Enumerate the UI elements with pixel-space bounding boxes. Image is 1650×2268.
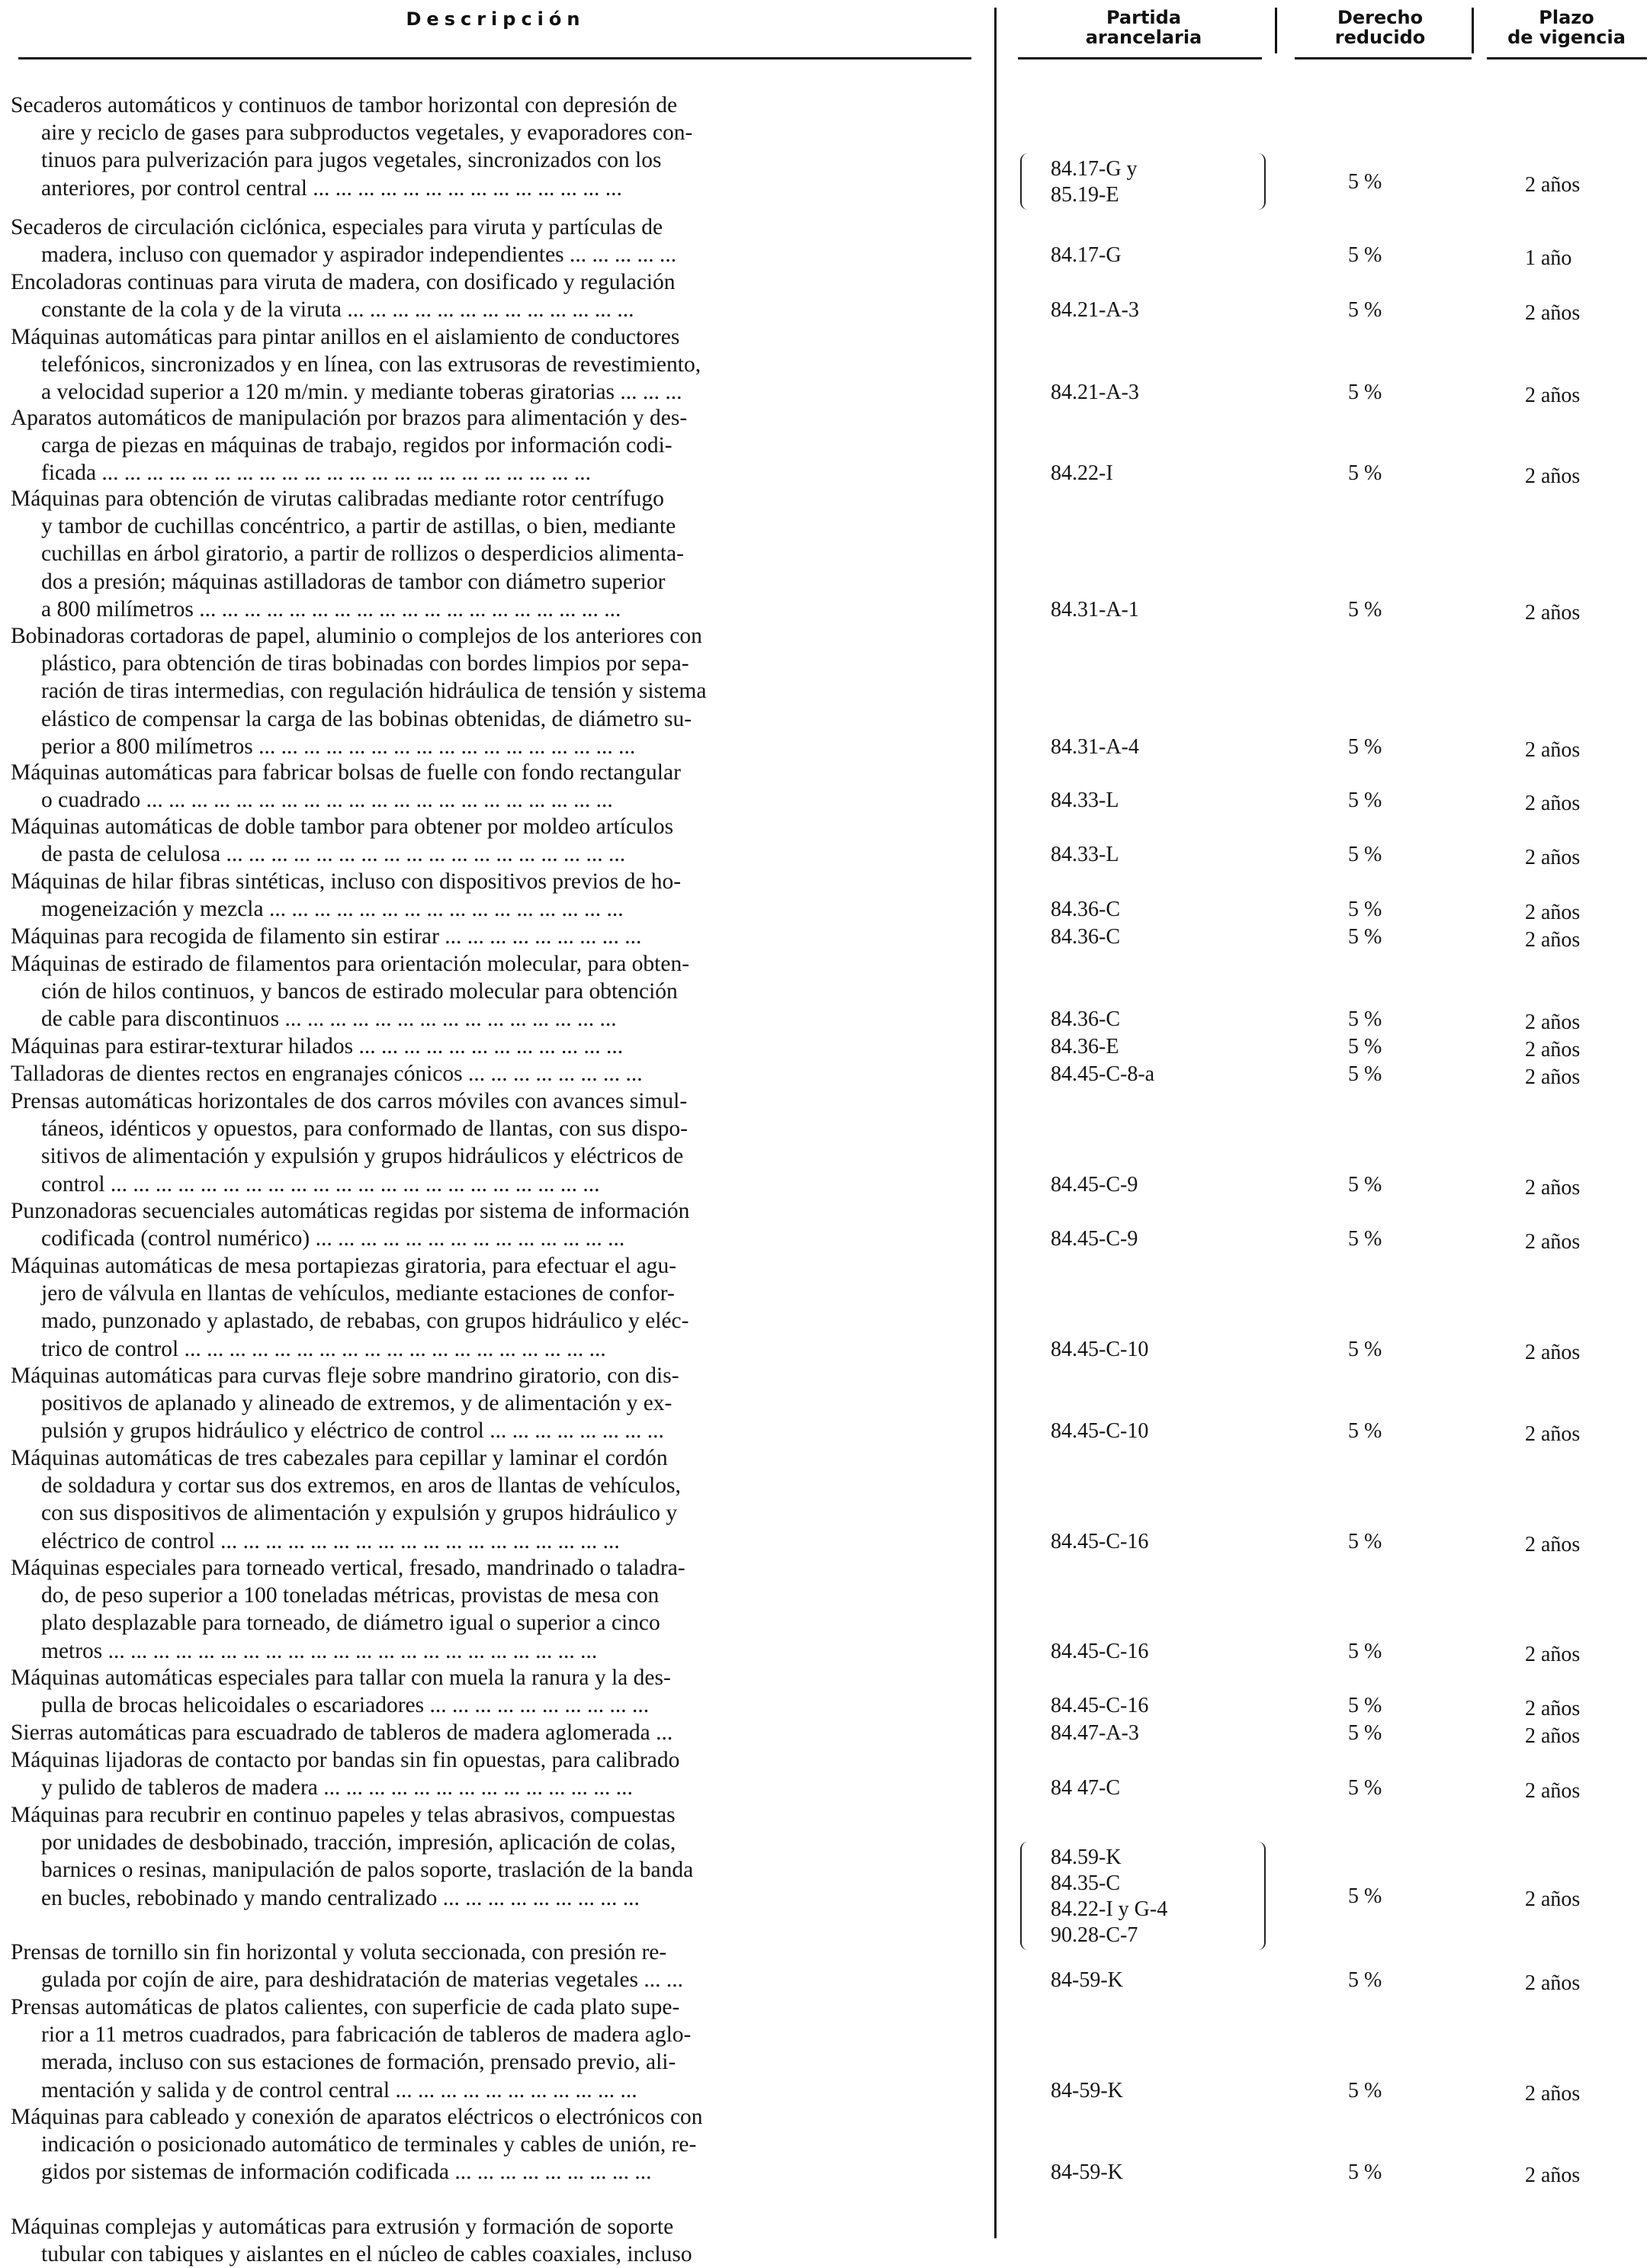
partida-arancelaria: [1051, 1172, 1138, 1198]
derecho-reducido: 5 %: [1348, 169, 1382, 194]
partida-code: 84.45-C-16: [1051, 1529, 1149, 1553]
partida-arancelaria: [1051, 1034, 1119, 1060]
brace-right: [1257, 153, 1266, 210]
row-description: [11, 1444, 981, 1555]
row-description: [11, 214, 981, 268]
derecho-reducido: 5 %: [1348, 1172, 1382, 1197]
partida-arancelaria: [1051, 924, 1120, 950]
description-line: cuchillas en árbol giratorio, a partir de rollizos o desperdicios alimenta-: [41, 541, 684, 567]
row-description: [11, 1033, 981, 1060]
partida-code: 84.59-K: [1051, 1845, 1122, 1869]
description-line: mado, punzonado y aplastado, de rebabas, con grupos hidráulico y eléc-: [41, 1309, 689, 1334]
partida-arancelaria: [1051, 461, 1113, 487]
partida-arancelaria: [1051, 1639, 1148, 1665]
description-line: y tambor de cuchillas concéntrico, a partir de astillas, o bien, mediante: [41, 514, 676, 539]
row-description: [11, 323, 981, 406]
header-rule-derecho: [1295, 57, 1472, 59]
description-line: Bobinadoras cortadoras de papel, aluminio o complejos de los anteriores con: [11, 624, 702, 648]
row-description: [11, 813, 981, 868]
partida-code: 84.45-C-10: [1051, 1419, 1149, 1444]
partida-code: 84.45-C-8-a: [1051, 1062, 1155, 1086]
plazo-vigencia: 2 años: [1525, 1340, 1581, 1364]
description-line: constante de la cola y de la viruta ... ... ... ... ... ... ... ... ... ... ... ... ...: [41, 297, 634, 323]
derecho-reducido: 5 %: [1348, 298, 1382, 323]
partida-code: 84.36-C: [1051, 1007, 1120, 1032]
derecho-reducido: 5 %: [1348, 1639, 1382, 1663]
derecho-reducido: 5 %: [1348, 1227, 1382, 1251]
description-line: rior a 11 metros cuadrados, para fabricación de tableros de madera aglo-: [41, 2022, 692, 2048]
description-line: Máquinas complejas y automáticas para extrusión y formación de soporte: [11, 2215, 674, 2239]
row-description: [11, 868, 981, 923]
description-line: y pulido de tableros de madera ... ... ... ... ... ... ... ... ... ... ... ... ... ...: [41, 1775, 633, 1801]
derecho-reducido: 5 %: [1348, 1035, 1382, 1059]
description-line: tinuos para pulverización para jugos vegetales, sincronizados con los: [41, 148, 662, 173]
row-description: [11, 2213, 981, 2268]
derecho-reducido: 5 %: [1348, 1776, 1382, 1801]
plazo-vigencia: 2 años: [1525, 737, 1581, 762]
partida-code: 84.45-C-10: [1051, 1337, 1149, 1361]
row-description: [11, 1197, 981, 1252]
row-description: [11, 1993, 981, 2104]
plazo-vigencia: 2 años: [1525, 792, 1581, 816]
plazo-vigencia: 2 años: [1525, 1038, 1581, 1062]
header-descripcion: Descripción: [406, 8, 586, 30]
partida-arancelaria: [1051, 1226, 1138, 1252]
partida-code: 84.36-E: [1051, 1035, 1119, 1059]
derecho-reducido: 5 %: [1348, 1007, 1382, 1032]
partida-arancelaria: [1051, 1062, 1154, 1087]
description-line: Máquinas automáticas especiales para tallar con muela la ranura y la des-: [11, 1666, 671, 1690]
derecho-reducido: 5 %: [1348, 1337, 1382, 1361]
partida-code: 84.47-A-3: [1051, 1721, 1139, 1745]
plazo-vigencia: 2 años: [1525, 1779, 1581, 1804]
description-line: codificada (control numérico) ... ... ... ... ... ... ... ... ... ... ... ... ... ...: [41, 1226, 625, 1251]
description-line: Máquinas para cableado y conexión de aparatos eléctricos o electrónicos con: [11, 2105, 703, 2129]
derecho-reducido: 5 %: [1348, 1062, 1382, 1086]
derecho-reducido: 5 %: [1348, 597, 1382, 622]
row-description: [11, 404, 981, 487]
description-line: telefónicos, sincronizados y en línea, con las extrusoras de revestimiento,: [41, 352, 701, 377]
description-line: por unidades de desbobinado, tracción, impresión, aplicación de colas,: [41, 1830, 676, 1855]
description-line: Prensas automáticas de platos calientes, con superficie de cada plato supe-: [11, 1995, 680, 2019]
derecho-reducido: 5 %: [1348, 1419, 1382, 1444]
description-line: merada, incluso con sus estaciones de formación, prensado previo, ali-: [41, 2050, 676, 2075]
plazo-vigencia: 2 años: [1525, 1010, 1581, 1035]
row-description: [11, 1746, 981, 1801]
plazo-vigencia: 2 años: [1525, 1724, 1581, 1748]
derecho-reducido: 5 %: [1348, 925, 1382, 949]
description-line: positivos de aplanado y alineado de extremos, y de alimentación y ex-: [41, 1391, 673, 1416]
description-line: control ... ... ... ... ... ... ... ... ... ... ... ... ... ... ... ... ... ... ... ... ... ...: [41, 1171, 600, 1197]
partida-code: 84.45-C-9: [1051, 1227, 1138, 1251]
partida-code: 84.31-A-1: [1051, 597, 1139, 622]
plazo-vigencia: 2 años: [1525, 301, 1581, 326]
description-line: o cuadrado ... ... ... ... ... ... ... ... ... ... ... ... ... ... ... ... ... ... ... ... ...: [41, 788, 613, 813]
description-line: do, de peso superior a 100 toneladas métricas, provistas de mesa con: [41, 1583, 660, 1608]
column-divider-3: [1472, 8, 1474, 53]
row-description: [11, 1554, 981, 1665]
partida-code: 84-59-K: [1051, 1968, 1123, 1993]
description-line: trico de control ... ... ... ... ... ... ... ... ... ... ... ... ... ... ... ... ... ... ...: [41, 1336, 606, 1361]
description-line: a velocidad superior a 120 m/min. y mediante toberas giratorias ... ... ...: [41, 380, 682, 405]
description-line: jero de válvula en llantas de vehículos, mediante estaciones de confor-: [41, 1281, 675, 1306]
partida-arancelaria: [1051, 1775, 1120, 1801]
partida-arancelaria: [1051, 897, 1120, 923]
description-line: aire y reciclo de gases para subproductos vegetales, y evaporadores con-: [41, 120, 693, 146]
partida-code: 84.21-A-3: [1051, 298, 1139, 323]
row-description: [11, 759, 981, 814]
plazo-vigencia: 2 años: [1525, 2081, 1581, 2106]
description-line: Máquinas para obtención de virutas calibradas mediante rotor centrífugo: [11, 487, 664, 511]
partida-code: 84 47-C: [1051, 1776, 1120, 1801]
row-description: [11, 1939, 981, 1993]
derecho-reducido: 5 %: [1348, 1968, 1382, 1993]
plazo-vigencia: 2 años: [1525, 1532, 1581, 1556]
derecho-reducido: 5 %: [1348, 243, 1382, 268]
plazo-vigencia: 2 años: [1525, 464, 1581, 489]
derecho-reducido: 5 %: [1348, 898, 1382, 922]
description-line: Prensas de tornillo sin fin horizontal y voluta seccionada, con presión re-: [11, 1940, 667, 1964]
partida-arancelaria: [1051, 1337, 1148, 1363]
description-line: pulsión y grupos hidráulico y eléctrico de control ... ... ... ... ... ... ... ...: [41, 1418, 664, 1444]
row-description: [11, 268, 981, 323]
row-description: [11, 1719, 981, 1746]
header-rule-descripcion: [18, 57, 971, 59]
partida-arancelaria: [1051, 156, 1138, 208]
row-description: [11, 950, 981, 1033]
description-line: en bucles, rebobinado y mando centralizado ... ... ... ... ... ... ... ... ...: [41, 1885, 640, 1910]
partida-arancelaria: [1051, 734, 1139, 760]
partida-arancelaria: [1051, 1693, 1148, 1719]
partida-code: 84.22-I y G-4: [1051, 1897, 1168, 1921]
description-line: madera, incluso con quemador y aspirador independientes ... ... ... ... ...: [41, 243, 677, 268]
plazo-vigencia: 2 años: [1525, 1422, 1581, 1447]
derecho-reducido: 5 %: [1348, 1884, 1382, 1908]
description-line: gulada por cojín de aire, para deshidratación de materias vegetales ... ...: [41, 1968, 684, 1993]
partida-code: 84.45-C-16: [1051, 1639, 1149, 1663]
description-line: Máquinas automáticas para fabricar bolsas de fuelle con fondo rectangular: [11, 760, 681, 785]
header-derecho-line1: Derecho: [1337, 7, 1424, 28]
description-line: Máquinas para estirar-texturar hilados ... ... ... ... ... ... ... ... ... ... ... ...: [11, 1034, 624, 1059]
description-line: Punzonadoras secuenciales automáticas regidas por sistema de información: [11, 1199, 690, 1223]
partida-arancelaria: [1051, 597, 1139, 623]
plazo-vigencia: 2 años: [1525, 1697, 1581, 1721]
row-description: [11, 1060, 981, 1087]
row-description: [11, 92, 981, 202]
plazo-vigencia: 2 años: [1525, 600, 1581, 625]
partida-code: 84.33-L: [1051, 789, 1119, 813]
derecho-reducido: 5 %: [1348, 789, 1382, 813]
description-line: táneos, idénticos y opuestos, para conformado de llantas, con sus dispo-: [41, 1116, 688, 1142]
description-line: pulla de brocas helicoidales o escariadores ... ... ... ... ... ... ... ... ... ...: [41, 1693, 650, 1718]
partida-code: 85.19-E: [1051, 182, 1119, 207]
description-line: Secaderos de circulación ciclónica, especiales para viruta y partículas de: [11, 215, 663, 239]
header-rule-partida: [1018, 57, 1262, 59]
plazo-vigencia: 2 años: [1525, 1642, 1581, 1666]
derecho-reducido: 5 %: [1348, 381, 1382, 405]
header-partida-line2: arancelaria: [1085, 27, 1202, 48]
partida-arancelaria: [1051, 380, 1139, 406]
row-description: [11, 1664, 981, 1719]
description-line: anteriores, por control central ... ... ... ... ... ... ... ... ... ... ... ... ... ...: [41, 175, 622, 201]
partida-code: 90.28-C-7: [1051, 1923, 1138, 1947]
description-line: tubular con tabiques y aislantes en el núcleo de cables coaxiales, incluso: [41, 2242, 692, 2267]
partida-arancelaria: [1051, 1720, 1139, 1746]
row-description: [11, 485, 981, 623]
plazo-vigencia: 2 años: [1525, 1230, 1581, 1254]
partida-code: 84.17-G: [1051, 243, 1122, 268]
description-line: ración de tiras intermedias, con regulación hidráulica de tensión y sistema: [41, 679, 707, 704]
description-line: sitivos de alimentación y expulsión y grupos hidráulicos y eléctricos de: [41, 1144, 684, 1169]
description-line: mentación y salida y de control central ... ... ... ... ... ... ... ... ... ... ...: [41, 2077, 637, 2103]
derecho-reducido: 5 %: [1348, 1529, 1382, 1553]
plazo-vigencia: 2 años: [1525, 384, 1581, 408]
partida-code: 84.33-L: [1051, 843, 1119, 867]
brace-left: [1020, 1842, 1029, 1950]
partida-arancelaria: [1051, 1418, 1148, 1444]
derecho-reducido: 5 %: [1348, 1721, 1382, 1745]
partida-code: 84-59-K: [1051, 2160, 1123, 2185]
derecho-reducido: 5 %: [1348, 734, 1382, 759]
row-description: [11, 923, 981, 950]
partida-code: 84-59-K: [1051, 2078, 1123, 2103]
description-line: Encoladoras continuas para viruta de madera, con dosificado y regulación: [11, 270, 676, 294]
description-line: dos a presión; máquinas astilladoras de tambor con diámetro superior: [41, 569, 666, 594]
plazo-vigencia: 2 años: [1525, 901, 1581, 925]
header-partida-line1: Partida: [1106, 7, 1182, 28]
derecho-reducido: 5 %: [1348, 461, 1382, 486]
header-plazo-line1: Plazo: [1539, 7, 1594, 28]
plazo-vigencia: 2 años: [1525, 2164, 1581, 2188]
partida-arancelaria: [1051, 1968, 1123, 1993]
row-description: [11, 622, 981, 760]
header-partida: [1018, 8, 1270, 47]
description-line: carga de piezas en máquinas de trabajo, regidos por información codi-: [41, 433, 673, 458]
description-line: de cable para discontinuos ... ... ... ... ... ... ... ... ... ... ... ... ... ... ...: [41, 1007, 617, 1032]
description-line: Máquinas lijadoras de contacto por bandas sin fin opuestas, para calibrado: [11, 1748, 680, 1772]
description-line: plástico, para obtención de tiras bobinadas con bordes limpios por sepa-: [41, 651, 689, 676]
description-line: Máquinas de estirado de filamentos para orientación molecular, para obten-: [11, 952, 690, 976]
brace-right: [1257, 1842, 1266, 1950]
partida-arancelaria: [1051, 243, 1122, 268]
partida-code: 84.31-A-4: [1051, 734, 1139, 759]
description-line: Máquinas automáticas para pintar anillos en el aislamiento de conductores: [11, 325, 680, 349]
description-line: Aparatos automáticos de manipulación por brazos para alimentación y des-: [11, 406, 688, 430]
partida-arancelaria: [1051, 1529, 1148, 1555]
derecho-reducido: 5 %: [1348, 843, 1382, 867]
description-line: Máquinas automáticas para curvas fleje sobre mandrino giratorio, con dis-: [11, 1364, 679, 1388]
brace-left: [1020, 153, 1029, 210]
plazo-vigencia: 2 años: [1525, 172, 1581, 197]
plazo-vigencia: 2 años: [1525, 928, 1581, 952]
row-description: [11, 1801, 981, 1912]
description-line: de pasta de celulosa ... ... ... ... ... ... ... ... ... ... ... ... ... ... ... ... ... ...: [41, 842, 626, 867]
derecho-reducido: 5 %: [1348, 1694, 1382, 1718]
partida-code: 84.36-C: [1051, 925, 1120, 949]
derecho-reducido: 5 %: [1348, 2078, 1382, 2103]
description-line: Talladoras de dientes rectos en engranajes cónicos ... ... ... ... ... ... ... ...: [11, 1062, 643, 1086]
row-description: [11, 1362, 981, 1445]
description-line: plato desplazable para torneado, de diámetro igual o superior a cinco: [41, 1611, 660, 1636]
partida-arancelaria: [1051, 1007, 1120, 1033]
partida-code: 84.35-C: [1051, 1871, 1120, 1895]
header-rule-plazo: [1487, 57, 1647, 59]
description-line: con sus dispositivos de alimentación y expulsión y grupos hidráulico y: [41, 1501, 678, 1526]
column-divider-2: [1275, 8, 1277, 53]
derecho-reducido: 5 %: [1348, 2160, 1382, 2185]
header-derecho-line2: reducido: [1334, 27, 1426, 48]
description-line: Máquinas de hilar fibras sintéticas, incluso con dispositivos previos de ho-: [11, 869, 682, 894]
row-description: [11, 1087, 981, 1198]
partida-code: 84.21-A-3: [1051, 381, 1139, 405]
description-line: Máquinas automáticas de tres cabezales para cepillar y laminar el cordón: [11, 1446, 668, 1470]
description-line: metros ... ... ... ... ... ... ... ... ... ... ... ... ... ... ... ... ... ... ... ... ... ...: [41, 1638, 598, 1663]
description-line: Sierras automáticas para escuadrado de tableros de madera aglomerada ...: [11, 1720, 673, 1745]
description-line: perior a 800 milímetros ... ... ... ... ... ... ... ... ... ... ... ... ... ... ... ... ...: [41, 734, 636, 759]
partida-code: 84.45-C-9: [1051, 1172, 1138, 1197]
description-line: ficada ... ... ... ... ... ... ... ... ... ... ... ... ... ... ... ... ... ... ... ... ... ...: [41, 461, 592, 486]
partida-code: 84.36-C: [1051, 898, 1120, 922]
description-line: Máquinas automáticas de mesa portapiezas giratoria, para efectuar el agu-: [11, 1254, 677, 1278]
row-description: [11, 2103, 981, 2186]
plazo-vigencia: 2 años: [1525, 1887, 1581, 1911]
description-line: eléctrico de control ... ... ... ... ... ... ... ... ... ... ... ... ... ... ... ... ... ...: [41, 1528, 620, 1553]
plazo-vigencia: 2 años: [1525, 1175, 1581, 1200]
description-line: Prensas automáticas horizontales de dos carros móviles con avances simul-: [11, 1089, 688, 1113]
description-line: Máquinas para recubrir en continuo papeles y telas abrasivos, compuestas: [11, 1803, 676, 1827]
description-line: a 800 milímetros ... ... ... ... ... ... ... ... ... ... ... ... ... ... ... ... ... ... ...: [41, 596, 621, 622]
header-plazo: [1483, 8, 1650, 47]
description-line: mogeneización y mezcla ... ... ... ... ... ... ... ... ... ... ... ... ... ... ... ...: [41, 897, 624, 922]
header-derecho: [1285, 8, 1475, 47]
partida-arancelaria: [1051, 2078, 1123, 2104]
description-line: elástico de compensar la carga de las bobinas obtenidas, de diámetro su-: [41, 706, 692, 731]
plazo-vigencia: 2 años: [1525, 1971, 1581, 1996]
partida-arancelaria: [1051, 297, 1139, 323]
description-line: Máquinas para recogida de filamento sin estirar ... ... ... ... ... ... ... ... ...: [11, 924, 642, 949]
partida-arancelaria: [1051, 842, 1119, 868]
partida-code: 84.45-C-16: [1051, 1694, 1149, 1718]
plazo-vigencia: 2 años: [1525, 1065, 1581, 1089]
row-description: [11, 1252, 981, 1363]
partida-arancelaria: [1051, 2160, 1123, 2186]
partida-arancelaria: [1051, 1845, 1167, 1948]
plazo-vigencia: 1 año: [1525, 246, 1572, 271]
description-line: ción de hilos continuos, y bancos de estirado molecular para obtención: [41, 979, 678, 1004]
partida-code: 84.17-G y: [1051, 156, 1138, 181]
description-line: gidos por sistemas de información codificada ... ... ... ... ... ... ... ... ...: [41, 2160, 652, 2185]
description-line: barnices o resinas, manipulación de palos soporte, traslación de la banda: [41, 1858, 694, 1883]
description-line: Máquinas especiales para torneado vertical, fresado, mandrinado o taladra-: [11, 1556, 685, 1580]
description-line: Secaderos automáticos y continuos de tambor horizontal con depresión de: [11, 93, 678, 117]
column-divider-1: [994, 8, 997, 2238]
description-line: Máquinas automáticas de doble tambor para obtener por moldeo artículos: [11, 814, 674, 839]
header-plazo-line2: de vigencia: [1507, 27, 1626, 48]
plazo-vigencia: 2 años: [1525, 846, 1581, 870]
partida-code: 84.22-I: [1051, 461, 1113, 486]
partida-arancelaria: [1051, 788, 1119, 814]
description-line: indicación o posicionado automático de terminales y cables de unión, re-: [41, 2132, 697, 2157]
description-line: de soldadura y cortar sus dos extremos, en aros de llantas de vehículos,: [41, 1473, 681, 1499]
